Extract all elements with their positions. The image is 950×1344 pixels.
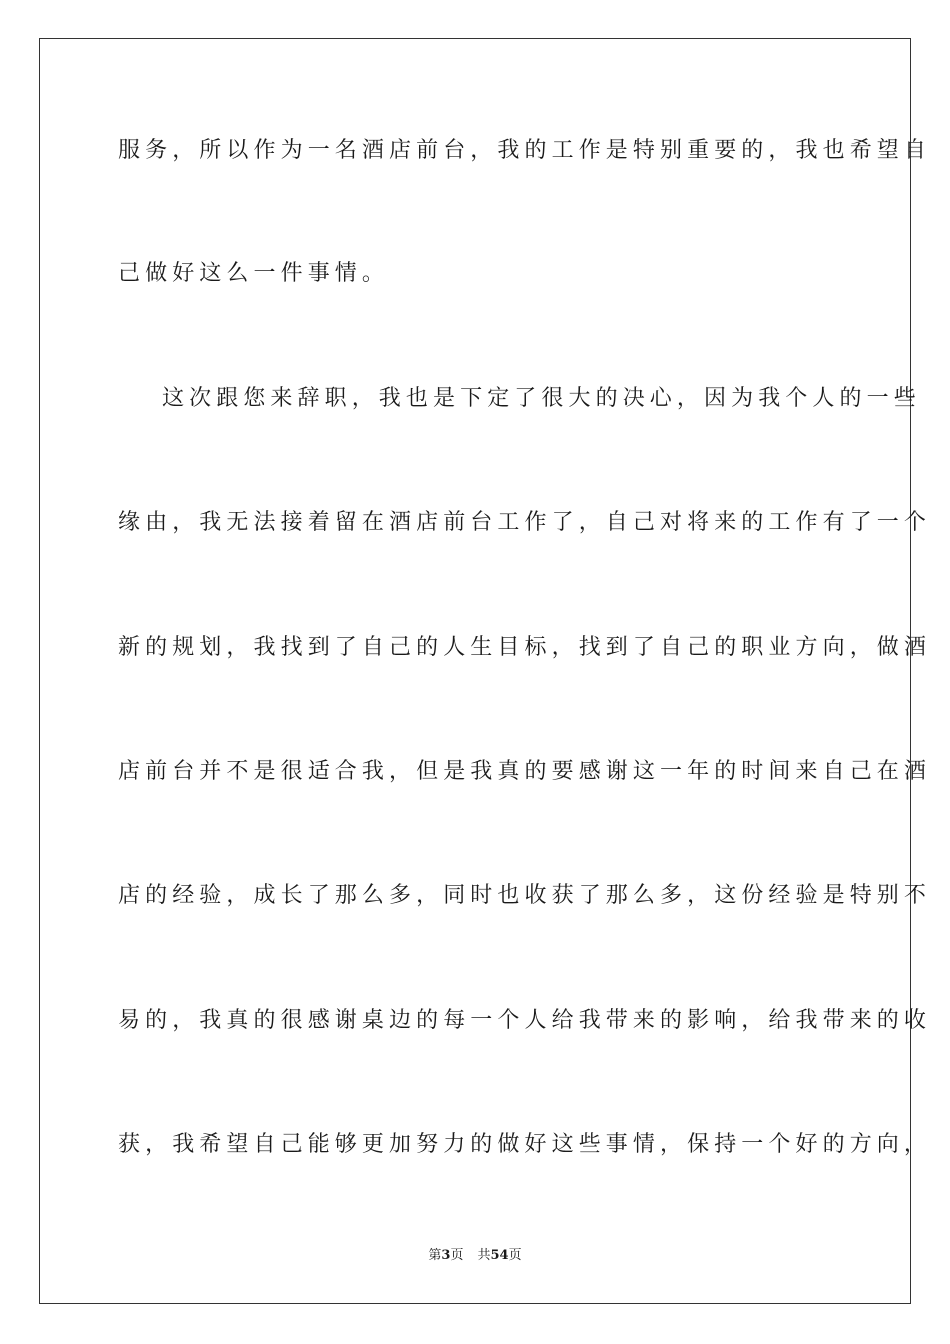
body-line-5: 新的规划，我找到了自己的人生目标，找到了自己的职业方向，做酒 (118, 635, 932, 660)
body-line-1: 服务，所以作为一名酒店前台，我的工作是特别重要的，我也希望自 (118, 138, 932, 163)
footer-total-suffix: 页 (508, 1248, 522, 1263)
page-footer (0, 1247, 950, 1265)
body-line-8: 易的，我真的很感谢桌边的每一个人给我带来的影响，给我带来的收 (118, 1008, 932, 1033)
page-frame (39, 38, 932, 1304)
body-line-4: 缘由，我无法接着留在酒店前台工作了，自己对将来的工作有了一个 (118, 510, 932, 535)
body-line-2: 己做好这么一件事情。 (118, 261, 390, 286)
body-line-9: 获，我希望自己能够更加努力的做好这些事情，保持一个好的方向， (118, 1132, 932, 1157)
footer-total-pages: 54 (490, 1248, 509, 1263)
body-line-3: 这次跟您来辞职，我也是下定了很大的决心，因为我个人的一些 (162, 386, 921, 411)
footer-page-number: 3 (441, 1248, 451, 1263)
body-line-7: 店的经验，成长了那么多，同时也收获了那么多，这份经验是特别不 (118, 883, 932, 908)
footer-page-suffix: 页 (450, 1248, 464, 1263)
footer-total-prefix: 共 (477, 1248, 491, 1263)
body-line-6: 店前台并不是很适合我，但是我真的要感谢这一年的时间来自己在酒 (118, 759, 932, 784)
footer-page-prefix: 第 (428, 1248, 442, 1263)
